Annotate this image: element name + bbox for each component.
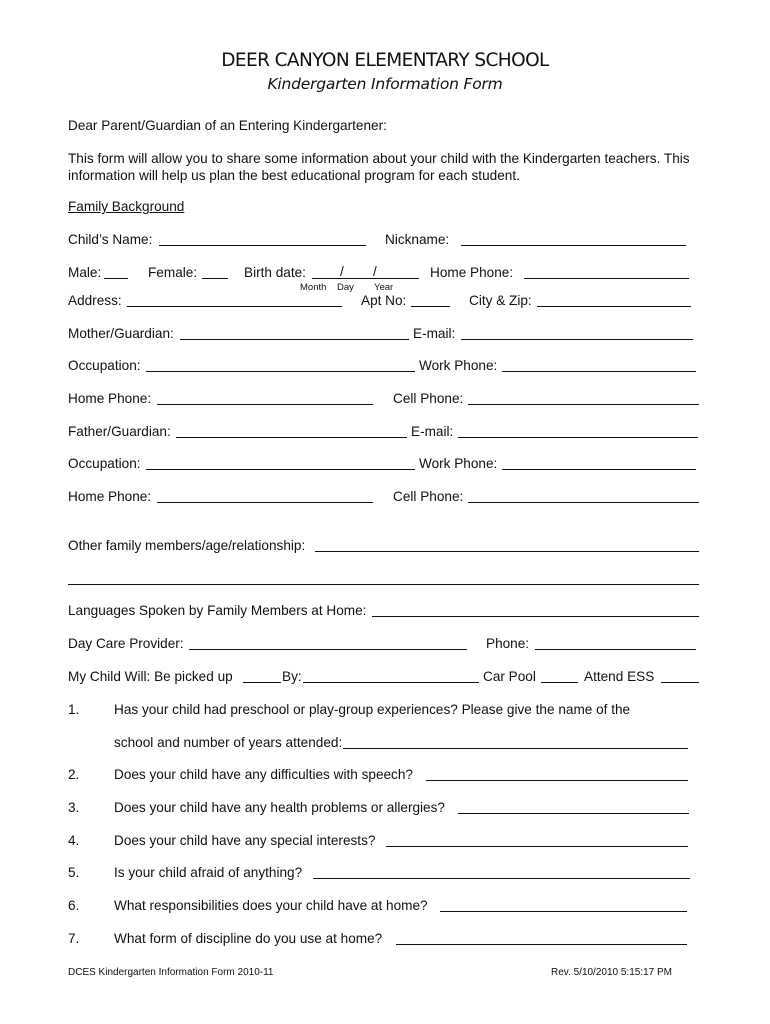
section-family-background: Family Background bbox=[68, 199, 185, 214]
attend-ess-label: Attend ESS bbox=[584, 669, 655, 684]
father-cell-phone-field[interactable] bbox=[468, 502, 699, 503]
other-family-field[interactable] bbox=[315, 551, 699, 552]
year-caption: Year bbox=[374, 282, 394, 293]
mother-email-label: E-mail: bbox=[413, 326, 456, 341]
father-work-phone-field[interactable] bbox=[502, 469, 696, 470]
father-guardian-field[interactable] bbox=[176, 437, 407, 438]
male-label: Male: bbox=[68, 265, 102, 280]
intro-paragraph: This form will allow you to share some information about your child with the Kindergarten teachers. This information will help us plan the best educational program for each student. bbox=[68, 151, 690, 183]
question-text: Does your child have any special interests? bbox=[114, 833, 376, 848]
mother-cell-phone-field[interactable] bbox=[468, 404, 699, 405]
by-label: By: bbox=[282, 669, 302, 684]
answer-field-4[interactable] bbox=[386, 846, 688, 847]
answer-field-5[interactable] bbox=[313, 878, 690, 879]
day-caption: Day bbox=[337, 282, 354, 293]
male-field[interactable] bbox=[104, 278, 128, 279]
school-name: DEER CANYON ELEMENTARY SCHOOL bbox=[221, 50, 549, 71]
form-title: Kindergarten Information Form bbox=[267, 75, 503, 93]
childs-name-label: Child’s Name: bbox=[68, 232, 153, 247]
father-email-label: E-mail: bbox=[411, 424, 454, 439]
mother-cell-phone-label: Cell Phone: bbox=[393, 391, 464, 406]
day-care-phone-label: Phone: bbox=[486, 636, 530, 651]
question-text: What form of discipline do you use at home? bbox=[114, 931, 383, 946]
date-separator: / bbox=[340, 264, 344, 279]
apt-no-label: Apt No: bbox=[361, 293, 407, 308]
other-family-field-line-2[interactable] bbox=[68, 584, 699, 585]
picked-up-field[interactable] bbox=[243, 682, 281, 683]
question-number: 2. bbox=[68, 767, 80, 782]
apt-no-field[interactable] bbox=[411, 306, 450, 307]
father-guardian-label: Father/Guardian: bbox=[68, 424, 171, 439]
answer-field-3[interactable] bbox=[458, 813, 689, 814]
mother-work-phone-field[interactable] bbox=[502, 371, 696, 372]
question-number: 4. bbox=[68, 833, 80, 848]
other-family-label: Other family members/age/relationship: bbox=[68, 538, 306, 553]
mother-home-phone-label: Home Phone: bbox=[68, 391, 152, 406]
car-pool-label: Car Pool bbox=[483, 669, 536, 684]
mother-email-field[interactable] bbox=[461, 339, 693, 340]
car-pool-field[interactable] bbox=[541, 682, 578, 683]
date-separator: / bbox=[373, 264, 377, 279]
father-occupation-field[interactable] bbox=[146, 469, 415, 470]
mother-occupation-label: Occupation: bbox=[68, 358, 141, 373]
question-text: Has your child had preschool or play-group experiences? Please give the name of the bbox=[114, 702, 631, 717]
home-phone-label: Home Phone: bbox=[430, 265, 514, 280]
nickname-field[interactable] bbox=[461, 245, 686, 246]
city-zip-label: City & Zip: bbox=[469, 293, 532, 308]
mother-work-phone-label: Work Phone: bbox=[419, 358, 498, 373]
question-number: 6. bbox=[68, 898, 80, 913]
salutation: Dear Parent/Guardian of an Entering Kindergartener: bbox=[68, 118, 387, 133]
father-email-field[interactable] bbox=[458, 437, 698, 438]
address-label: Address: bbox=[68, 293, 122, 308]
mother-guardian-label: Mother/Guardian: bbox=[68, 326, 174, 341]
father-work-phone-label: Work Phone: bbox=[419, 456, 498, 471]
address-field[interactable] bbox=[127, 306, 342, 307]
languages-label: Languages Spoken by Family Members at Home: bbox=[68, 603, 367, 618]
answer-field-2[interactable] bbox=[426, 780, 688, 781]
languages-field[interactable] bbox=[372, 616, 699, 617]
home-phone-field[interactable] bbox=[524, 278, 689, 279]
father-home-phone-field[interactable] bbox=[157, 502, 373, 503]
question-text-continued: school and number of years attended: bbox=[114, 735, 343, 750]
father-home-phone-label: Home Phone: bbox=[68, 489, 152, 504]
question-text: What responsibilities does your child have at home? bbox=[114, 898, 428, 913]
answer-field-6[interactable] bbox=[440, 911, 687, 912]
day-care-label: Day Care Provider: bbox=[68, 636, 184, 651]
question-text: Does your child have any health problems or allergies? bbox=[114, 800, 445, 815]
answer-field-1[interactable] bbox=[343, 748, 688, 749]
footer-form-id: DCES Kindergarten Information Form 2010-11 bbox=[68, 967, 274, 978]
female-label: Female: bbox=[148, 265, 198, 280]
footer-revision: Rev. 5/10/2010 5:15:17 PM bbox=[551, 967, 673, 978]
birth-date-field[interactable] bbox=[312, 278, 419, 279]
answer-field-7[interactable] bbox=[396, 944, 687, 945]
childs-name-field[interactable] bbox=[159, 245, 366, 246]
question-text: Does your child have any difficulties with speech? bbox=[114, 767, 413, 782]
female-field[interactable] bbox=[202, 278, 228, 279]
question-text: Is your child afraid of anything? bbox=[114, 865, 303, 880]
birth-date-label: Birth date: bbox=[244, 265, 306, 280]
mother-occupation-field[interactable] bbox=[146, 371, 415, 372]
my-child-will-label: My Child Will: Be picked up bbox=[68, 669, 233, 684]
city-zip-field[interactable] bbox=[537, 306, 691, 307]
question-number: 1. bbox=[68, 702, 80, 717]
father-cell-phone-label: Cell Phone: bbox=[393, 489, 464, 504]
day-care-phone-field[interactable] bbox=[535, 649, 696, 650]
picked-up-by-field[interactable] bbox=[303, 682, 479, 683]
question-number: 5. bbox=[68, 865, 80, 880]
mother-guardian-field[interactable] bbox=[180, 339, 409, 340]
father-occupation-label: Occupation: bbox=[68, 456, 141, 471]
day-care-field[interactable] bbox=[189, 649, 467, 650]
nickname-label: Nickname: bbox=[385, 232, 450, 247]
question-number: 7. bbox=[68, 931, 80, 946]
mother-home-phone-field[interactable] bbox=[157, 404, 373, 405]
attend-ess-field[interactable] bbox=[661, 682, 699, 683]
question-number: 3. bbox=[68, 800, 80, 815]
month-caption: Month bbox=[300, 282, 327, 293]
